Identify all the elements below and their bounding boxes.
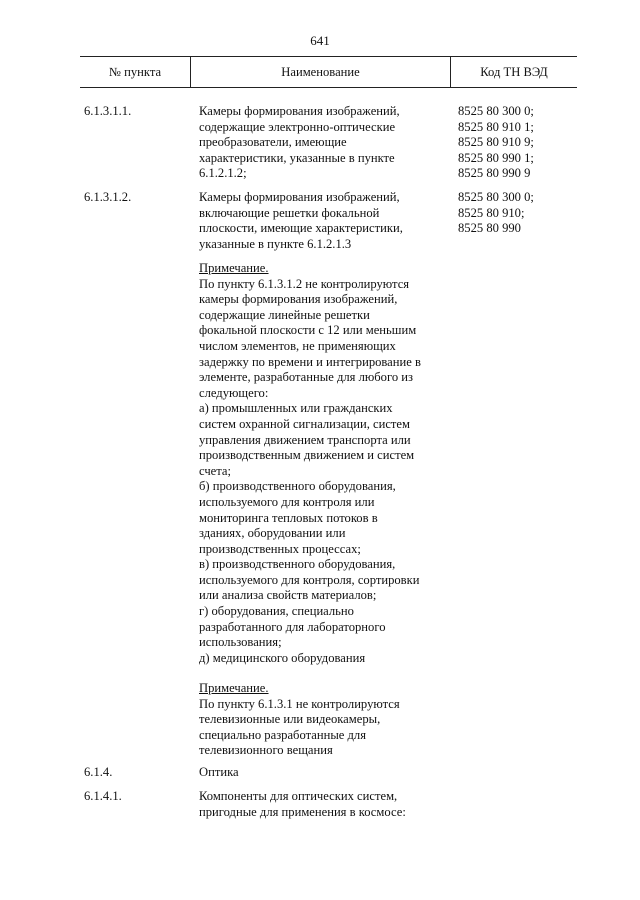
code-value: 8525 80 910; (458, 205, 525, 220)
note-line: используемого для контроля или (199, 494, 375, 509)
note-line: или анализа свойств материалов; (199, 588, 377, 603)
note-block (199, 261, 459, 666)
note-line: телевизионные или видеокамеры, (199, 712, 381, 727)
note-line: счета; (199, 463, 232, 478)
note-title: Примечание. (199, 681, 269, 695)
item-codes (458, 190, 588, 237)
item-description (199, 789, 459, 820)
note-line: д) медицинского оборудования (199, 650, 366, 665)
header-name-column: Наименование (190, 57, 451, 87)
description-line: Камеры формирования изображений, (199, 190, 400, 204)
header-code-column: Код ТН ВЭД (480, 65, 548, 79)
note-line: телевизионного вещания (199, 743, 333, 758)
description-line: 6.1.2.1.2; (199, 166, 247, 181)
code-value: 8525 80 300 0; (458, 104, 534, 118)
note-line: камеры формирования изображений, (199, 292, 398, 307)
description-line: указанные в пункте 6.1.2.1.3 (199, 236, 352, 251)
item-description (199, 765, 459, 781)
description-line: содержащие электронно-оптические (199, 119, 396, 134)
note-line: зданиях, оборудовании или (199, 526, 346, 541)
item-number: 6.1.3.1.1. (84, 104, 132, 118)
item-description (199, 104, 459, 182)
note-line: числом элементов, не применяющих (199, 338, 396, 353)
description-line: плоскости, имеющие характеристики, (199, 221, 403, 236)
item-number: 6.1.3.1.2. (84, 190, 132, 204)
note-line: производственным движением и систем (199, 448, 415, 463)
item-description (199, 190, 459, 252)
page-number: 641 (310, 33, 330, 48)
code-value: 8525 80 990 9 (458, 166, 531, 181)
code-value: 8525 80 300 0; (458, 190, 534, 204)
header-number-column: № пункта (108, 65, 162, 79)
description-line: Камеры формирования изображений, (199, 104, 400, 118)
code-value: 8525 80 910 9; (458, 135, 534, 150)
item-number: 6.1.4. (84, 765, 113, 779)
note-line: производственных процессах; (199, 541, 361, 556)
note-line: используемого для контроля, сортировки (199, 572, 420, 587)
description-line: включающие решетки фокальной (199, 205, 380, 220)
note-line: следующего: (199, 385, 269, 400)
note-line: По пункту 6.1.3.1.2 не контролируются (199, 276, 410, 291)
note-line: г) оборудования, специально (199, 604, 354, 619)
note-line: задержку по времени и интегрирование в (199, 354, 421, 369)
code-value: 8525 80 990 1; (458, 150, 534, 165)
code-value: 8525 80 990 (458, 221, 521, 236)
note-line: мониторинга тепловых потоков в (199, 510, 378, 525)
note-line: управления движением транспорта или (199, 432, 411, 447)
description-line: Компоненты для оптических систем, (199, 789, 398, 803)
note-line: фокальной плоскости с 12 или меньшим (199, 323, 417, 338)
note-line: в) производственного оборудования, (199, 557, 396, 572)
note-line: а) промышленных или гражданских (199, 401, 393, 416)
note-line: разработанного для лабораторного (199, 619, 386, 634)
item-number: 6.1.4.1. (84, 789, 122, 803)
note-line: содержащие линейные решетки (199, 307, 370, 322)
note-line: По пункту 6.1.3.1 не контролируются (199, 696, 400, 711)
item-codes (458, 104, 588, 182)
note-line: б) производственного оборудования, (199, 479, 396, 494)
table-header (80, 56, 577, 88)
note-line: специально разработанные для (199, 727, 367, 742)
description-line: пригодные для применения в космосе: (199, 804, 406, 819)
note-line: систем охранной сигнализации, систем (199, 416, 410, 431)
note-title: Примечание. (199, 261, 269, 275)
description-line: характеристики, указанные в пункте (199, 150, 395, 165)
description-line: преобразователи, имеющие (199, 135, 347, 150)
description-line: Оптика (199, 765, 239, 779)
note-block (199, 681, 459, 759)
code-value: 8525 80 910 1; (458, 119, 534, 134)
note-line: использования; (199, 635, 282, 650)
note-line: элементе, разработанные для любого из (199, 370, 413, 385)
